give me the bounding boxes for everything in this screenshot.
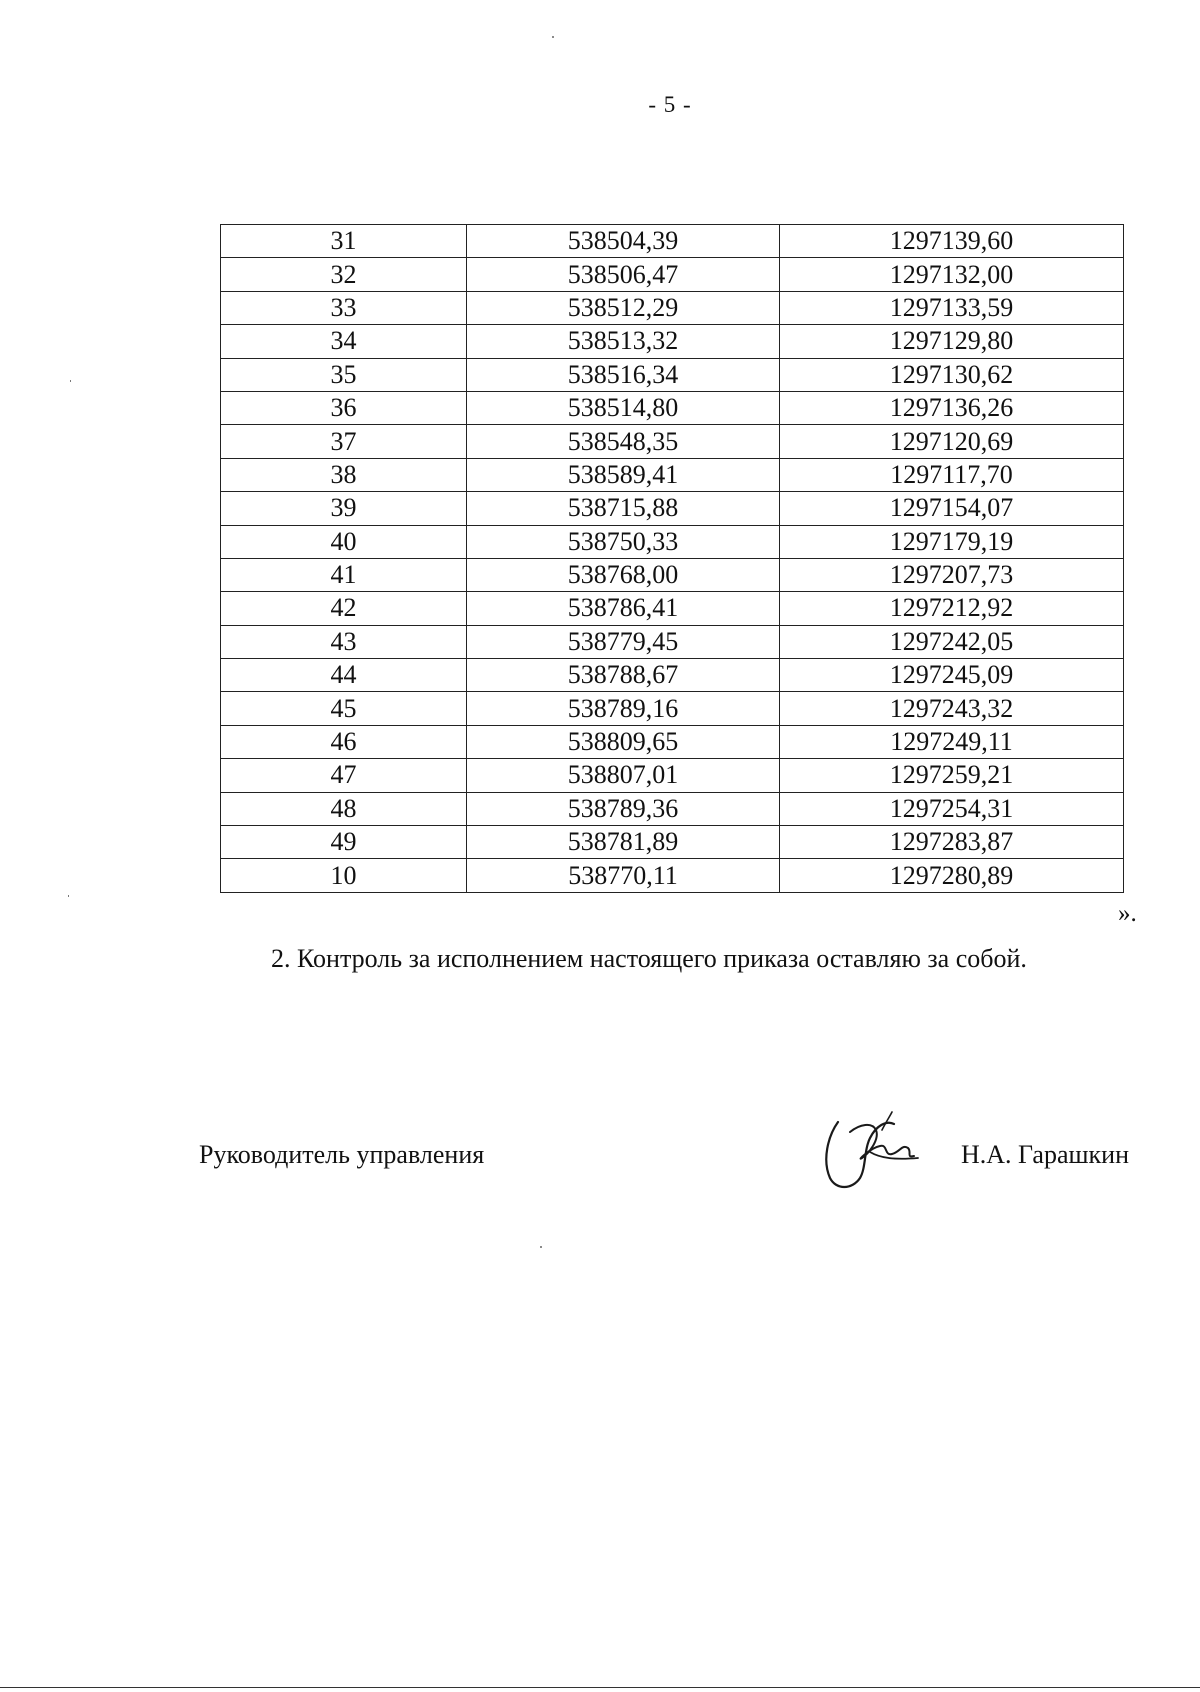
point-number-cell: 35 — [221, 358, 467, 391]
closing-quote: ». — [1118, 900, 1137, 927]
table-row — [221, 425, 1124, 458]
point-number-cell: 44 — [221, 659, 467, 692]
table-row — [221, 625, 1124, 658]
y-coordinate-cell: 1297243,32 — [780, 692, 1124, 725]
x-coordinate-cell: 538807,01 — [467, 759, 780, 792]
x-coordinate-cell: 538506,47 — [467, 258, 780, 291]
y-coordinate-cell: 1297259,21 — [780, 759, 1124, 792]
y-coordinate-cell: 1297242,05 — [780, 625, 1124, 658]
x-coordinate-cell: 538715,88 — [467, 492, 780, 525]
y-coordinate-cell: 1297283,87 — [780, 826, 1124, 859]
point-number-cell: 36 — [221, 391, 467, 424]
y-coordinate-cell: 1297120,69 — [780, 425, 1124, 458]
y-coordinate-cell: 1297130,62 — [780, 358, 1124, 391]
table-row — [221, 525, 1124, 558]
y-coordinate-cell: 1297207,73 — [780, 558, 1124, 591]
point-number-cell: 48 — [221, 792, 467, 825]
table-row — [221, 592, 1124, 625]
y-coordinate-cell: 1297280,89 — [780, 859, 1124, 892]
table-row — [221, 225, 1124, 258]
point-number-cell: 34 — [221, 325, 467, 358]
y-coordinate-cell: 1297139,60 — [780, 225, 1124, 258]
table-row — [221, 826, 1124, 859]
x-coordinate-cell: 538779,45 — [467, 625, 780, 658]
y-coordinate-cell: 1297136,26 — [780, 391, 1124, 424]
signer-position: Руководитель управления — [199, 1140, 485, 1169]
table-row — [221, 792, 1124, 825]
coordinates-table — [220, 224, 1124, 893]
x-coordinate-cell: 538786,41 — [467, 592, 780, 625]
scan-speck — [540, 1246, 542, 1248]
point-number-cell: 41 — [221, 558, 467, 591]
page-number: - 5 - — [648, 92, 692, 117]
table-row — [221, 692, 1124, 725]
point-number-cell: 43 — [221, 625, 467, 658]
coordinates-table-body — [221, 225, 1124, 893]
point-number-cell: 39 — [221, 492, 467, 525]
y-coordinate-cell: 1297245,09 — [780, 659, 1124, 692]
table-row — [221, 391, 1124, 424]
x-coordinate-cell: 538768,00 — [467, 558, 780, 591]
x-coordinate-cell: 538514,80 — [467, 391, 780, 424]
y-coordinate-cell: 1297249,11 — [780, 725, 1124, 758]
signature-image — [820, 1108, 920, 1192]
y-coordinate-cell: 1297154,07 — [780, 492, 1124, 525]
x-coordinate-cell: 538789,36 — [467, 792, 780, 825]
x-coordinate-cell: 538512,29 — [467, 291, 780, 324]
table-row — [221, 291, 1124, 324]
table-row — [221, 325, 1124, 358]
point-number-cell: 47 — [221, 759, 467, 792]
x-coordinate-cell: 538750,33 — [467, 525, 780, 558]
clause-2-text: 2. Контроль за исполнением настоящего приказа оставляю за собой. — [271, 944, 1027, 973]
x-coordinate-cell: 538781,89 — [467, 826, 780, 859]
x-coordinate-cell: 538788,67 — [467, 659, 780, 692]
table-row — [221, 492, 1124, 525]
point-number-cell: 40 — [221, 525, 467, 558]
x-coordinate-cell: 538809,65 — [467, 725, 780, 758]
table-row — [221, 458, 1124, 491]
table-row — [221, 258, 1124, 291]
table-row — [221, 759, 1124, 792]
x-coordinate-cell: 538589,41 — [467, 458, 780, 491]
scan-speck — [552, 36, 554, 38]
y-coordinate-cell: 1297133,59 — [780, 291, 1124, 324]
point-number-cell: 46 — [221, 725, 467, 758]
table-row — [221, 725, 1124, 758]
x-coordinate-cell: 538548,35 — [467, 425, 780, 458]
y-coordinate-cell: 1297129,80 — [780, 325, 1124, 358]
y-coordinate-cell: 1297254,31 — [780, 792, 1124, 825]
signer-name: Н.А. Гарашкин — [961, 1140, 1129, 1169]
x-coordinate-cell: 538504,39 — [467, 225, 780, 258]
scan-speck — [68, 895, 69, 897]
table-row — [221, 558, 1124, 591]
page-edge-line — [0, 1687, 1200, 1688]
point-number-cell: 42 — [221, 592, 467, 625]
y-coordinate-cell: 1297132,00 — [780, 258, 1124, 291]
x-coordinate-cell: 538513,32 — [467, 325, 780, 358]
y-coordinate-cell: 1297117,70 — [780, 458, 1124, 491]
point-number-cell: 45 — [221, 692, 467, 725]
y-coordinate-cell: 1297179,19 — [780, 525, 1124, 558]
x-coordinate-cell: 538789,16 — [467, 692, 780, 725]
point-number-cell: 33 — [221, 291, 467, 324]
x-coordinate-cell: 538770,11 — [467, 859, 780, 892]
point-number-cell: 31 — [221, 225, 467, 258]
point-number-cell: 37 — [221, 425, 467, 458]
table-row — [221, 859, 1124, 892]
point-number-cell: 49 — [221, 826, 467, 859]
x-coordinate-cell: 538516,34 — [467, 358, 780, 391]
point-number-cell: 32 — [221, 258, 467, 291]
point-number-cell: 10 — [221, 859, 467, 892]
table-row — [221, 659, 1124, 692]
point-number-cell: 38 — [221, 458, 467, 491]
table-row — [221, 358, 1124, 391]
scan-speck — [70, 380, 71, 382]
y-coordinate-cell: 1297212,92 — [780, 592, 1124, 625]
